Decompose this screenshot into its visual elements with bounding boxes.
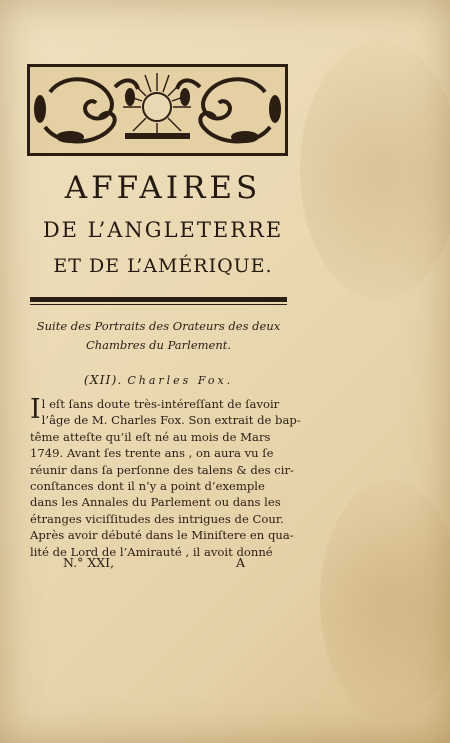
- title-line-1: AFFAIRES: [64, 170, 262, 206]
- section-name: Charles Fox.: [127, 374, 234, 387]
- title-line-3: ET DE L’AMÉRIQUE.: [53, 255, 273, 277]
- subtitle-line-2: Chambres du Parlement.: [85, 338, 232, 352]
- body-line: tême atteſte qu’il eſt né au mois de Mars: [30, 429, 271, 444]
- paper-stain: [320, 480, 450, 720]
- ornament-icon: [30, 67, 285, 153]
- body-line: l eſt ſans doute très-intéreſſant de ſavoir: [41, 397, 280, 411]
- body-line: réunir dans ſa perſonne des talens & des cir-: [30, 462, 294, 477]
- section-heading: [30, 372, 287, 387]
- body-line: l’âge de M. Charles Fox. Son extrait de bap-: [41, 413, 301, 428]
- decorative-headpiece: [27, 64, 288, 156]
- title-line-2: DE L’ANGLETERRE: [42, 218, 284, 242]
- signature-mark: A: [236, 555, 246, 570]
- section-number: (XII).: [83, 372, 123, 387]
- paper-stain: [300, 40, 450, 300]
- body-paragraph: [30, 394, 301, 560]
- body-line: lité de Lord de l’Amirauté , il avoit donné: [30, 544, 273, 559]
- divider-rule: [30, 297, 287, 302]
- body-line: dans les Annales du Parlement ou dans les: [30, 495, 281, 510]
- divider-rule-thin: [30, 304, 287, 305]
- drop-cap: I: [30, 394, 41, 425]
- issue-number: N.° XXI,: [63, 555, 115, 570]
- body-line: conſtances dont il n’y a point d’exemple: [30, 478, 265, 493]
- body-line: 1749. Avant ſes trente ans , on aura vu ſe: [30, 446, 274, 461]
- subtitle-line-1: Suite des Portraits des Orateurs des deux: [36, 319, 281, 333]
- body-line: Après avoir débuté dans le Miniſtere en qua-: [30, 528, 294, 543]
- body-line: étranges viciſſitudes des intrigues de Cour.: [30, 511, 284, 526]
